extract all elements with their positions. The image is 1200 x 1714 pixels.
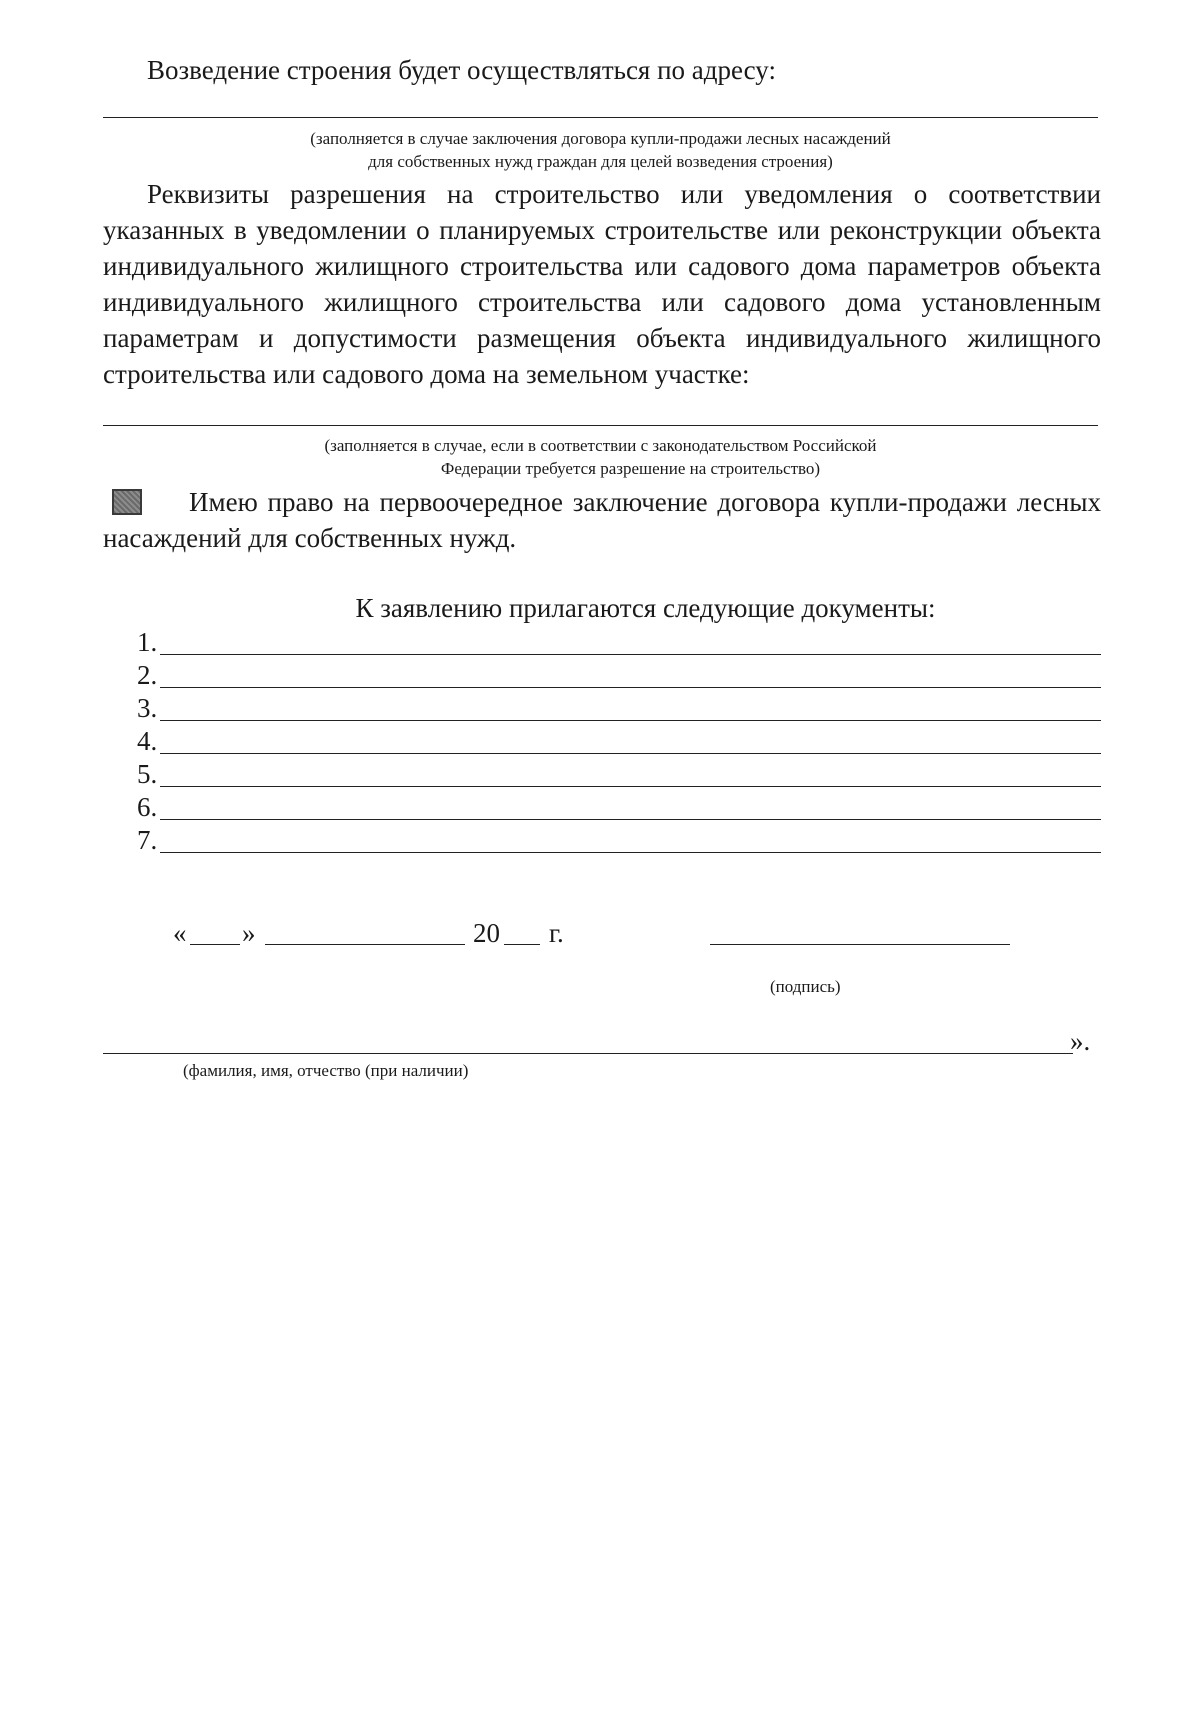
address-intro: Возведение строения будет осуществляться по адресу: xyxy=(147,55,776,85)
signature-line[interactable] xyxy=(710,944,1010,945)
date-quote-close: » xyxy=(242,918,256,948)
date-year-suffix: г. xyxy=(549,918,564,948)
permit-text-line5: параметрам и допустимости размещения объекта индивидуального жилищного xyxy=(103,323,1101,353)
attachment-line-5[interactable] xyxy=(160,786,1101,787)
permit-text-line6: строительства или садового дома на земельном участке: xyxy=(103,359,750,389)
date-day-line[interactable] xyxy=(190,944,240,945)
date-year-line[interactable] xyxy=(504,944,540,945)
address-note-line1: (заполняется в случае заключения договора купли-продажи лесных насаждений xyxy=(310,129,891,148)
permit-note-line2: Федерации требуется разрешение на строительство) xyxy=(440,459,821,478)
priority-text-line1: Имею право на первоочередное заключение договора купли-продажи лесных xyxy=(189,487,1101,517)
date-month-line[interactable] xyxy=(265,944,465,945)
attachment-line-1[interactable] xyxy=(160,654,1101,655)
address-field-line[interactable] xyxy=(103,117,1098,118)
closing-quote-mark: ». xyxy=(1070,1026,1091,1056)
permit-note-line1: (заполняется в случае, если в соответствии с законодательством Российской xyxy=(324,436,877,455)
signature-caption: (подпись) xyxy=(770,977,841,996)
attachment-number-6: 6. xyxy=(137,792,158,822)
date-year-prefix: 20 xyxy=(473,918,500,948)
permit-text-line1: Реквизиты разрешения на строительство или уведомления о соответствии xyxy=(147,179,1101,209)
permit-text-line2: указанных в уведомлении о планируемых строительстве или реконструкции объекта xyxy=(103,215,1101,245)
priority-checkbox[interactable] xyxy=(112,489,142,515)
attachment-line-7[interactable] xyxy=(160,852,1101,853)
permit-text-line3: индивидуального жилищного строительства или садового дома параметров объекта xyxy=(103,251,1101,281)
attachment-number-1: 1. xyxy=(137,627,158,657)
permit-text-line4: индивидуального жилищного строительства или садового дома установленным xyxy=(103,287,1101,317)
address-note-line2: для собственных нужд граждан для целей возведения строения) xyxy=(368,152,833,171)
priority-text-line2: насаждений для собственных нужд. xyxy=(103,523,517,553)
full-name-caption: (фамилия, имя, отчество (при наличии) xyxy=(183,1061,469,1080)
attachment-number-4: 4. xyxy=(137,726,158,756)
attachment-number-7: 7. xyxy=(137,825,158,855)
attachment-number-2: 2. xyxy=(137,660,158,690)
attachment-line-4[interactable] xyxy=(160,753,1101,754)
attachment-number-5: 5. xyxy=(137,759,158,789)
attachment-line-2[interactable] xyxy=(160,687,1101,688)
date-quote-open: « xyxy=(173,918,187,948)
attachment-number-3: 3. xyxy=(137,693,158,723)
attachment-line-6[interactable] xyxy=(160,819,1101,820)
full-name-line[interactable] xyxy=(103,1053,1073,1054)
permit-field-line[interactable] xyxy=(103,425,1098,426)
attachments-heading: К заявлению прилагаются следующие документы: xyxy=(355,593,936,623)
attachment-line-3[interactable] xyxy=(160,720,1101,721)
